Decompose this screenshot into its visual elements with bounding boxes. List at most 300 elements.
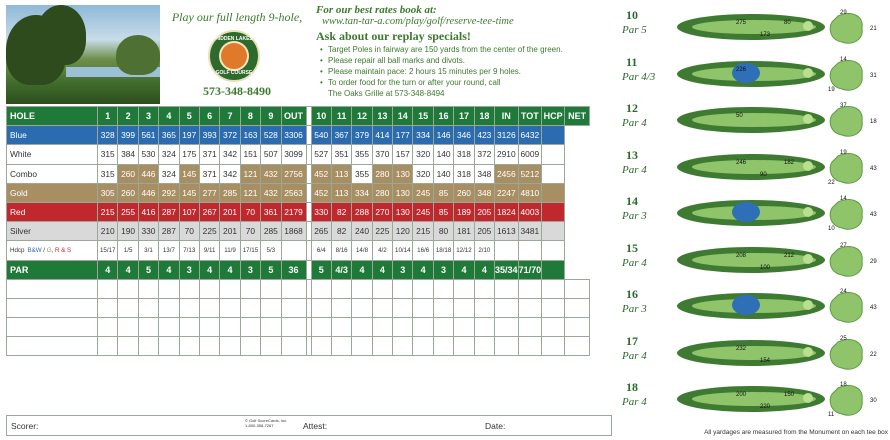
yardage-cell — [495, 241, 519, 260]
yardage-cell: 334 — [413, 126, 433, 145]
score-cell[interactable] — [352, 298, 372, 317]
score-cell[interactable] — [331, 298, 351, 317]
green-shape — [830, 246, 862, 276]
par-cell: 5 — [138, 260, 158, 279]
score-cell[interactable] — [474, 318, 494, 337]
yardage-cell: 145 — [179, 164, 199, 183]
green-detail — [822, 334, 878, 376]
score-cell[interactable] — [311, 279, 331, 298]
score-cell[interactable] — [331, 318, 351, 337]
score-cell[interactable] — [98, 318, 118, 337]
combo-tee-row — [7, 164, 590, 183]
score-cell[interactable] — [372, 337, 392, 356]
hole-par: Par 4 — [622, 396, 647, 408]
score-cell[interactable] — [138, 337, 158, 356]
score-cell[interactable] — [159, 279, 179, 298]
yardage-cell — [542, 164, 565, 183]
fairway — [692, 346, 816, 360]
yardage-cell: 8/16 — [331, 241, 351, 260]
yardage-marker: 208 — [736, 252, 747, 259]
hole-number: 17 — [626, 333, 638, 348]
yardage-cell: 1/5 — [118, 241, 138, 260]
score-cell[interactable] — [261, 318, 281, 337]
score-cell[interactable] — [138, 318, 158, 337]
score-cell[interactable] — [393, 337, 413, 356]
yardage-cell: 1613 — [495, 222, 519, 241]
score-cell[interactable] — [281, 298, 306, 317]
yardage-cell: 342 — [220, 164, 240, 183]
yardage-cell: 181 — [454, 222, 474, 241]
score-cell[interactable] — [413, 279, 433, 298]
yardage-cell: 507 — [261, 145, 281, 164]
grille-phone: The Oaks Grille at 573-348-8494 — [328, 89, 445, 98]
score-cell[interactable] — [311, 298, 331, 317]
green-dimension: 19 — [840, 149, 847, 156]
hdcp-label-part: / — [41, 246, 47, 254]
yardage-cell: 320 — [413, 145, 433, 164]
score-cell[interactable] — [98, 337, 118, 356]
yardage-marker: 90 — [760, 171, 767, 178]
yardage-cell: 280 — [372, 183, 392, 202]
score-cell[interactable] — [138, 279, 158, 298]
score-cell[interactable] — [98, 298, 118, 317]
hole-par: Par 4 — [622, 163, 647, 176]
score-cell[interactable] — [352, 318, 372, 337]
yardage-cell: 190 — [118, 222, 138, 241]
hole-par: Par 3 — [622, 303, 647, 315]
score-cell[interactable] — [7, 337, 98, 356]
yardage-cell: 70 — [240, 202, 260, 221]
score-cell[interactable] — [281, 337, 306, 356]
yardage-cell: 17/15 — [240, 241, 260, 260]
yardage-cell: 446 — [138, 164, 158, 183]
yardage-cell — [542, 126, 565, 145]
score-cell[interactable] — [240, 337, 260, 356]
score-cell[interactable] — [495, 318, 519, 337]
hole-diagram-11 — [616, 55, 886, 101]
score-cell[interactable] — [240, 318, 260, 337]
score-cell[interactable] — [433, 337, 453, 356]
green-shape — [830, 200, 862, 230]
hole-number: 15 — [626, 240, 638, 255]
hole-diagram-17 — [616, 334, 886, 380]
par-cell: 4 — [454, 260, 474, 279]
yardage-cell: 2247 — [495, 183, 519, 202]
hole-par: Par 3 — [622, 210, 647, 222]
yardage-cell — [542, 183, 565, 202]
header-cell: 18 — [474, 107, 494, 126]
yardage-marker: 200 — [736, 392, 747, 398]
header-cell: 8 — [240, 107, 260, 126]
yardage-marker: 246 — [736, 159, 747, 166]
yardage-cell: 18/18 — [433, 241, 453, 260]
score-cell[interactable] — [352, 337, 372, 356]
score-cell[interactable] — [220, 298, 240, 317]
score-cell[interactable] — [311, 318, 331, 337]
score-cell[interactable] — [118, 337, 138, 356]
header-cell: 14 — [393, 107, 413, 126]
yardage-cell — [281, 241, 306, 260]
score-cell[interactable] — [118, 318, 138, 337]
score-cell[interactable] — [118, 279, 138, 298]
yardage-marker: 220 — [760, 404, 771, 410]
hole-diagram-14 — [616, 194, 886, 240]
score-cell[interactable] — [281, 279, 306, 298]
green-dimension: 18 — [870, 119, 877, 125]
yardage-cell: 189 — [454, 202, 474, 221]
score-cell[interactable] — [518, 279, 542, 298]
score-cell[interactable] — [261, 337, 281, 356]
header-cell: 4 — [159, 107, 179, 126]
score-cell[interactable] — [199, 337, 219, 356]
yardage-cell: 5/3 — [261, 241, 281, 260]
rates-heading: For our best rates book at: — [316, 4, 437, 16]
green-detail — [822, 287, 878, 329]
score-cell[interactable] — [518, 337, 542, 356]
par-cell: 5 — [311, 260, 331, 279]
green — [803, 393, 813, 403]
score-entry-row[interactable] — [7, 279, 590, 298]
score-cell[interactable] — [179, 337, 199, 356]
yardage-note: All yardages are measured from the Monument on each tee box — [704, 429, 888, 436]
yardage-cell: 416 — [138, 202, 158, 221]
yardage-cell: 540 — [311, 126, 331, 145]
score-cell[interactable] — [433, 318, 453, 337]
header-cell: 7 — [220, 107, 240, 126]
yardage-marker: 173 — [760, 32, 771, 38]
yardage-cell: 260 — [454, 183, 474, 202]
score-cell[interactable] — [372, 318, 392, 337]
score-cell[interactable] — [372, 279, 392, 298]
yardage-cell: 6432 — [518, 126, 542, 145]
green-shape — [830, 293, 862, 323]
score-cell[interactable] — [474, 298, 494, 317]
header-cell: 9 — [261, 107, 281, 126]
yardage-cell: 2456 — [495, 164, 519, 183]
yardage-marker: 212 — [784, 252, 795, 259]
hole-par: Par 4 — [622, 117, 647, 129]
score-cell[interactable] — [393, 279, 413, 298]
tree — [36, 5, 86, 65]
score-cell[interactable] — [7, 318, 98, 337]
yardage-cell: 163 — [240, 126, 260, 145]
course-photo — [6, 5, 160, 104]
scorecard-footer — [6, 415, 612, 436]
yardage-cell: 210 — [98, 222, 118, 241]
score-cell[interactable] — [331, 279, 351, 298]
header-cell: 11 — [331, 107, 351, 126]
score-cell[interactable] — [240, 279, 260, 298]
hdcp-label-part: Hdcp — [10, 246, 25, 254]
logo-text-top: HIDDEN LAKES — [215, 36, 253, 42]
score-cell[interactable] — [261, 298, 281, 317]
score-cell[interactable] — [542, 298, 565, 317]
yardage-cell: 318 — [454, 164, 474, 183]
yardage-cell: 4810 — [518, 183, 542, 202]
score-cell[interactable] — [7, 279, 98, 298]
yardage-cell: 285 — [220, 183, 240, 202]
yardage-cell: 120 — [393, 222, 413, 241]
yardage-cell: 348 — [474, 183, 494, 202]
score-cell[interactable] — [199, 279, 219, 298]
yardage-cell: 10/14 — [393, 241, 413, 260]
yardage-cell: 157 — [393, 145, 413, 164]
score-cell[interactable] — [413, 298, 433, 317]
yardage-cell: 130 — [393, 164, 413, 183]
yardage-cell: 6/4 — [311, 241, 331, 260]
hdcp-label-part: B&W — [27, 246, 42, 254]
green-dimension: 19 — [828, 86, 835, 93]
yardage-cell: 527 — [311, 145, 331, 164]
score-cell[interactable] — [281, 318, 306, 337]
yardage-cell: 365 — [159, 126, 179, 145]
score-entry-row[interactable] — [7, 337, 590, 356]
score-cell[interactable] — [542, 318, 565, 337]
green-detail — [822, 380, 878, 422]
score-cell[interactable] — [474, 337, 494, 356]
score-cell[interactable] — [179, 279, 199, 298]
score-cell[interactable] — [159, 318, 179, 337]
yardage-cell: 82 — [331, 202, 351, 221]
yardage-cell: 318 — [454, 145, 474, 164]
yardage-cell: 225 — [372, 222, 392, 241]
green-dimension: 24 — [840, 289, 847, 295]
yardage-marker: 154 — [760, 357, 771, 364]
yardage-marker: 150 — [784, 392, 795, 398]
header-cell: 2 — [118, 107, 138, 126]
row-label — [7, 241, 98, 260]
score-entry-row[interactable] — [7, 298, 590, 317]
yardage-cell: 85 — [433, 202, 453, 221]
hole-par: Par 4 — [622, 349, 647, 362]
par-cell: 4 — [220, 260, 240, 279]
fairway-diagram — [676, 384, 826, 414]
yardage-cell: 130 — [393, 183, 413, 202]
par-cell: 4 — [98, 260, 118, 279]
yardage-cell: 3/1 — [138, 241, 158, 260]
score-cell[interactable] — [393, 298, 413, 317]
hdcp-label-part: G — [46, 246, 52, 254]
yardage-cell: 361 — [261, 202, 281, 221]
green-detail — [822, 55, 878, 97]
score-cell[interactable] — [240, 298, 260, 317]
green-dimension: 31 — [870, 72, 877, 79]
fairway-diagram — [676, 245, 826, 275]
silver-tee-row — [7, 222, 590, 241]
score-cell[interactable] — [518, 298, 542, 317]
yardage-cell: 240 — [352, 222, 372, 241]
water-hazard — [732, 295, 760, 315]
green-shape — [830, 153, 862, 183]
fairway — [692, 20, 816, 34]
fairway-diagram — [676, 338, 826, 368]
yardage-marker: 80 — [784, 20, 791, 26]
yardage-marker: 275 — [736, 20, 747, 26]
green-dimension: 21 — [870, 26, 877, 32]
tagline: Play our full length 9-hole, — [171, 10, 303, 24]
yardage-cell: 225 — [199, 222, 219, 241]
yardage-cell: 151 — [240, 145, 260, 164]
yardage-cell: 277 — [199, 183, 219, 202]
par-cell: 3 — [240, 260, 260, 279]
yardage-cell: 121 — [240, 164, 260, 183]
score-cell[interactable] — [393, 318, 413, 337]
green-shape — [830, 107, 862, 137]
hole-number: 14 — [626, 194, 638, 208]
score-cell[interactable] — [542, 279, 565, 298]
hole-number: 12 — [626, 101, 638, 115]
green-dimension: 11 — [828, 412, 835, 418]
yardage-cell: 201 — [220, 222, 240, 241]
score-cell[interactable] — [220, 337, 240, 356]
specials-heading: Ask about our replay specials! — [316, 29, 471, 43]
header-cell: HCP — [542, 107, 565, 126]
yardage-cell: 324 — [159, 145, 179, 164]
yardage-cell: 260 — [118, 183, 138, 202]
yardage-cell: 330 — [138, 222, 158, 241]
green-shape — [830, 339, 862, 369]
score-cell[interactable] — [352, 279, 372, 298]
green — [803, 68, 813, 78]
score-cell[interactable] — [98, 279, 118, 298]
yardage-cell: 201 — [220, 202, 240, 221]
score-cell[interactable] — [454, 318, 474, 337]
score-cell[interactable] — [413, 337, 433, 356]
water-hazard — [732, 202, 760, 222]
green-detail — [822, 8, 878, 50]
hdcp-tee-row — [7, 241, 590, 260]
header-cell: 16 — [433, 107, 453, 126]
info-item: • Please maintain pace: 2 hours 15 minutes per 9 holes. — [316, 66, 606, 77]
header-cell: NET — [565, 107, 590, 126]
yardage-cell: 245 — [413, 202, 433, 221]
header-cell: 17 — [454, 107, 474, 126]
par-cell: 71/70 — [518, 260, 542, 279]
fairway — [692, 113, 816, 127]
score-cell[interactable] — [159, 298, 179, 317]
score-entry-row[interactable] — [7, 318, 590, 337]
score-cell[interactable] — [199, 318, 219, 337]
yardage-cell: 70 — [240, 222, 260, 241]
score-cell[interactable] — [118, 298, 138, 317]
score-cell[interactable] — [433, 279, 453, 298]
green-shape — [830, 60, 862, 90]
score-cell[interactable] — [179, 298, 199, 317]
booking-url[interactable]: www.tan-tar-a.com/play/golf/reserve-tee-time — [322, 16, 514, 27]
yardage-cell: 177 — [393, 126, 413, 145]
info-item: • Target Poles in fairway are 150 yards from the center of the green. — [316, 44, 606, 55]
info-item: • Please repair all ball marks and divots. — [316, 55, 606, 66]
score-cell[interactable] — [542, 337, 565, 356]
yardage-marker: 100 — [760, 264, 771, 271]
yardage-cell: 334 — [352, 183, 372, 202]
score-cell[interactable] — [495, 279, 519, 298]
score-cell[interactable] — [179, 318, 199, 337]
score-cell[interactable] — [474, 279, 494, 298]
score-cell[interactable] — [495, 337, 519, 356]
row-label: Silver — [7, 222, 98, 241]
hole-diagram-12 — [616, 101, 886, 147]
yardage-cell: 113 — [331, 183, 351, 202]
green — [803, 300, 813, 310]
yardage-cell: 372 — [474, 145, 494, 164]
fairway-diagram — [676, 152, 826, 182]
score-cell[interactable] — [454, 298, 474, 317]
par-cell: 4 — [118, 260, 138, 279]
score-cell[interactable] — [331, 337, 351, 356]
score-cell[interactable] — [433, 298, 453, 317]
yardage-cell: 330 — [311, 202, 331, 221]
score-cell[interactable] — [495, 298, 519, 317]
hole-diagram-10 — [616, 8, 886, 54]
yardage-cell: 1868 — [281, 222, 306, 241]
yardage-cell: 280 — [372, 164, 392, 183]
score-cell[interactable] — [372, 298, 392, 317]
score-cell[interactable] — [518, 318, 542, 337]
yardage-cell: 121 — [240, 183, 260, 202]
score-cell[interactable] — [261, 279, 281, 298]
yardage-cell: 348 — [474, 164, 494, 183]
header-cell: HOLE — [7, 107, 98, 126]
score-cell[interactable] — [454, 337, 474, 356]
yardage-cell: 432 — [261, 164, 281, 183]
yardage-cell: 13/7 — [159, 241, 179, 260]
yardage-cell: 432 — [261, 183, 281, 202]
yardage-cell: 324 — [159, 164, 179, 183]
green-dimension: 14 — [840, 56, 847, 63]
white-tee-row — [7, 145, 590, 164]
yardage-cell: 245 — [413, 183, 433, 202]
date-label: Date: — [485, 421, 506, 431]
yardage-cell: 15/17 — [98, 241, 118, 260]
yardage-cell: 265 — [311, 222, 331, 241]
hole-par: Par 4/3 — [622, 70, 656, 83]
score-cell[interactable] — [413, 318, 433, 337]
yardage-cell: 288 — [352, 202, 372, 221]
score-cell[interactable] — [565, 298, 590, 317]
score-cell[interactable] — [159, 337, 179, 356]
score-cell[interactable] — [199, 298, 219, 317]
score-cell[interactable] — [7, 298, 98, 317]
score-cell[interactable] — [454, 279, 474, 298]
yardage-cell: 215 — [98, 202, 118, 221]
yardage-cell: 260 — [118, 164, 138, 183]
score-cell[interactable] — [565, 337, 590, 356]
score-cell[interactable] — [565, 318, 590, 337]
score-cell[interactable] — [138, 298, 158, 317]
hole-number: 16 — [626, 287, 638, 301]
score-cell[interactable] — [220, 279, 240, 298]
par-cell: 4 — [372, 260, 392, 279]
green — [803, 254, 813, 264]
scorer-label: Scorer: — [11, 421, 39, 431]
yardage-cell: 346 — [454, 126, 474, 145]
attest-label: Attest: — [303, 421, 328, 431]
score-cell[interactable] — [565, 279, 590, 298]
yardage-cell: 205 — [474, 222, 494, 241]
par-cell: 4 — [413, 260, 433, 279]
green — [803, 114, 813, 124]
score-cell[interactable] — [311, 337, 331, 356]
yardage-cell: 6009 — [518, 145, 542, 164]
hole-diagram-16 — [616, 287, 886, 333]
green-shape — [830, 386, 862, 416]
score-cell[interactable] — [220, 318, 240, 337]
yardage-cell: 351 — [331, 145, 351, 164]
row-label: White — [7, 145, 98, 164]
fairway — [692, 392, 816, 406]
copyright-line: © Golf ScoreCards, Inc. — [245, 418, 288, 423]
